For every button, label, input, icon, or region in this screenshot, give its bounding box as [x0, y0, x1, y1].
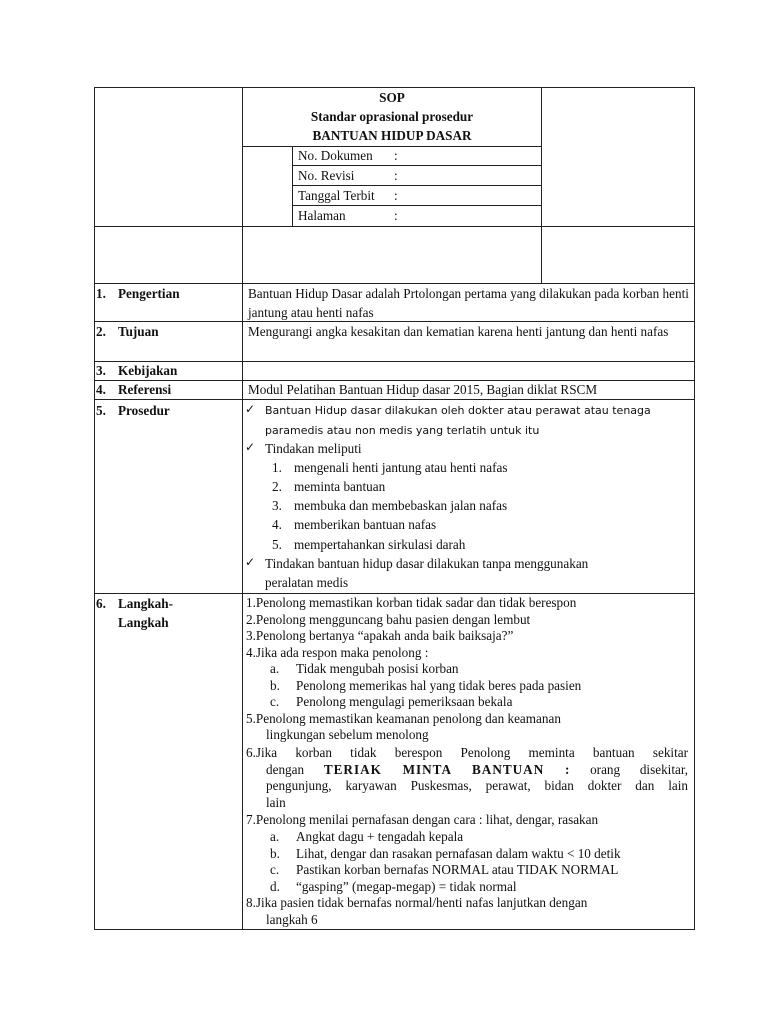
row-divider	[94, 361, 695, 362]
prosedur-check2: Tindakan meliputi	[265, 441, 362, 456]
meta-row-halaman: Halaman :	[298, 208, 398, 223]
list-item: 4. memberikan bantuan nafas	[272, 517, 437, 532]
list-item: 5. mempertahankan sirkulasi darah	[272, 537, 466, 552]
checkmark-icon: ✓	[245, 555, 256, 569]
sop-title: BANTUAN HIDUP DASAR	[312, 128, 472, 143]
sop-label: SOP	[379, 90, 405, 105]
meta-row-tanggal-terbit: Tanggal Terbit :	[292, 186, 541, 206]
section-label-prosedur: 5. Prosedur	[96, 403, 170, 418]
checkmark-icon: ✓	[245, 402, 256, 416]
langkah-sub-item: c. Penolong mengulagi pemeriksaan bekala	[270, 694, 513, 709]
langkah-step-7: 7.Penolong menilai pernafasan dengan cara : lihat, dengar, rasakan	[246, 812, 599, 827]
meta-label: No. Dokumen	[298, 148, 373, 163]
row-divider	[94, 399, 695, 400]
meta-row-dokumen: No. Dokumen :	[292, 146, 541, 166]
section-label-kebijakan: 3. Kebijakan	[96, 363, 178, 378]
langkah-step-3: 3.Penolong bertanya “apakah anda baik baiksaja?”	[246, 628, 514, 643]
section-label-tujuan: 2. Tujuan	[96, 324, 159, 339]
langkah-step-1: 1.Penolong memastikan korban tidak sadar dan tidak berespon	[246, 595, 577, 610]
sop-subtitle: Standar oprasional prosedur	[310, 109, 474, 124]
section-label-langkah: 6. Langkah-	[96, 596, 173, 611]
langkah-step-6: 6.Jika korban tidak berespon Penolong meminta bantuan sekitar dengan TERIAK MINTA BANTUAN : orang disekitar, pengunjung, karyawan Puskesmas, perawat, bidan dokter dan lain lain	[246, 745, 689, 810]
langkah-sub-item: d. “gasping” (megap-megap) = tidak normal	[270, 878, 517, 894]
langkah-sub-item: b. Penolong memerikas hal yang tidak beres pada pasien	[270, 677, 582, 693]
meta-label: No. Revisi	[298, 168, 355, 183]
checkmark-icon: ✓	[245, 440, 256, 454]
header-title-block	[243, 88, 541, 145]
list-item: 2. meminta bantuan	[272, 479, 386, 494]
langkah-sub-item: a. Tidak mengubah posisi korban	[270, 661, 459, 676]
section-label-pengertian: 1. Pengertian	[96, 286, 180, 301]
header-divider-right	[541, 87, 542, 283]
section-label-langkah-2: Langkah	[118, 615, 169, 630]
section-label-referensi: 4. Referensi	[96, 382, 172, 397]
meta-label: Tanggal Terbit	[298, 188, 375, 203]
langkah-sub-item: b. Lihat, dengar dan rasakan pernafasan dalam waktu < 10 detik	[270, 845, 621, 861]
pengertian-text: Bantuan Hidup Dasar adalah Prtolongan pertama yang dilakukan pada korban henti jantung atau henti nafas	[248, 286, 689, 320]
row-divider	[94, 593, 695, 594]
header-row-divider	[94, 226, 695, 227]
prosedur-check3: Tindakan bantuan hidup dasar dilakukan tanpa menggunakan peralatan medis	[265, 556, 589, 590]
list-item: 3. membuka dan membebaskan jalan nafas	[272, 498, 508, 513]
referensi-text: Modul Pelatihan Bantuan Hidup dasar 2015, Bagian diklat RSCM	[248, 382, 598, 397]
langkah-step-5: 5.Penolong memastikan keamanan penolong dan keamanan lingkungan sebelum menolong	[246, 710, 561, 742]
meta-label: Halaman	[298, 208, 346, 223]
tujuan-text: Mengurangi angka kesakitan dan kematian karena henti jantung dan henti nafas	[248, 324, 669, 339]
langkah-step-2: 2.Penolong mengguncang bahu pasien dengan lembut	[246, 611, 531, 627]
prosedur-check1: Bantuan Hidup dasar dilakukan oleh dokter atau perawat atau tenaga paramedis atau non medis yang terlatih untuk itu	[265, 404, 651, 437]
langkah-sub-item: a. Angkat dagu + tengadah kepala	[270, 829, 464, 844]
langkah-step-8: 8.Jika pasien tidak bernafas normal/henti nafas lanjutkan dengan langkah 6	[246, 895, 588, 927]
list-item: 1. mengenali henti jantung atau henti nafas	[272, 460, 508, 475]
langkah-step-4: 4.Jika ada respon maka penolong :	[246, 644, 429, 660]
meta-row-revisi: No. Revisi :	[292, 166, 541, 186]
langkah-sub-item: c. Pastikan korban bernafas NORMAL atau TIDAK NORMAL	[270, 862, 619, 877]
